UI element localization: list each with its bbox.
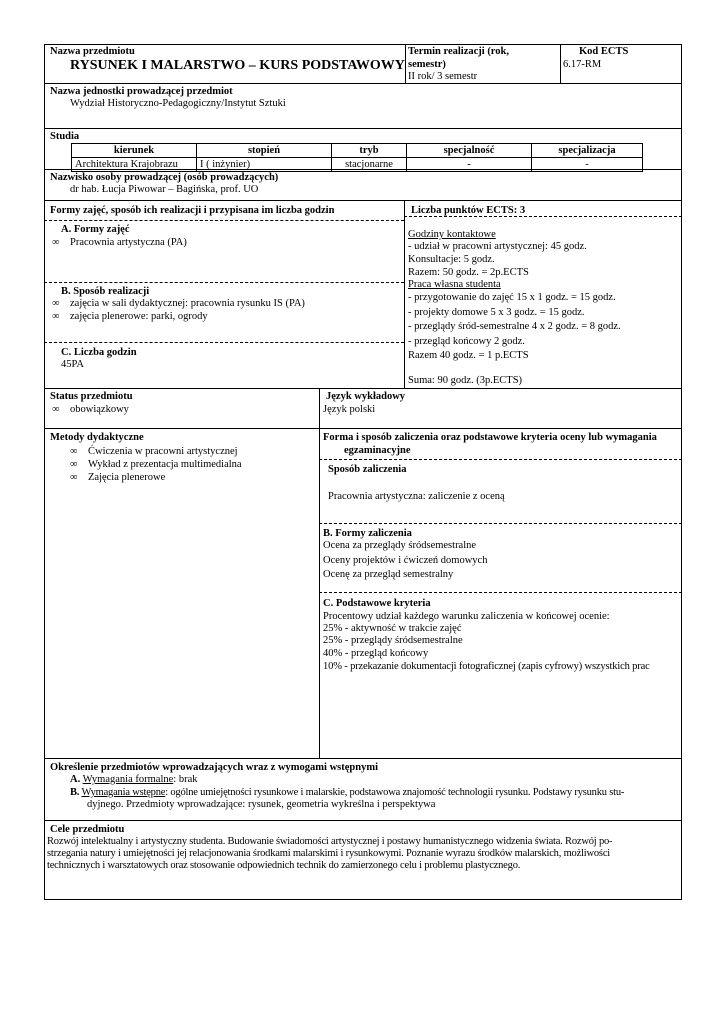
divider — [405, 44, 406, 83]
divider — [44, 83, 682, 84]
prereq-a-label: Wymagania formalne — [82, 774, 174, 785]
assessment-forms-item: Ocenę za przegląd semestralny — [323, 569, 454, 580]
assessment-criteria-item: 25% - przeglądy śródsemestralne — [323, 635, 463, 646]
subject-name: RYSUNEK I MALARSTWO – KURS PODSTAWOWY — [70, 58, 405, 73]
bullet-icon: ∞ — [70, 459, 78, 470]
bullet-icon: ∞ — [52, 311, 60, 322]
ects-label: Liczba punktów ECTS: 3 — [411, 205, 526, 216]
assessment-criteria-item: 10% - przekazanie dokumentacji fotograficznej (zapis cyfrowy) wszystkich prac — [323, 661, 650, 672]
ects-own-line: Razem 40 godz. = 1 p.ECTS — [408, 350, 529, 361]
ects-own-line: - przygotowanie do zajęć 15 x 1 godz. = 15 godz. — [408, 292, 616, 303]
divider — [319, 388, 320, 758]
goals-line: technicznych i warsztatowych oraz stosowanie odpowiednich technik do zamierzonego celu i problemu plastycznego. — [47, 860, 521, 871]
assessment-label-1: Forma i sposób zaliczenia oraz podstawowe kryteria oceny lub wymagania — [323, 432, 657, 443]
studia-label: Studia — [50, 131, 80, 142]
studia-specjalizacja: - — [532, 158, 643, 172]
forms-b-item — [52, 310, 208, 323]
studia-row — [72, 158, 643, 172]
ects-contact-line: - udział w pracowni artystycznej: 45 godz. — [408, 241, 587, 252]
forms-b-item-text: zajęcia w sali dydaktycznej: pracownia rysunku IS (PA) — [70, 298, 305, 309]
assessment-forms-item: Ocena za przeglądy śródsemestralne — [323, 540, 477, 551]
bullet-icon: ∞ — [52, 404, 60, 415]
assessment-label-2: egzaminacyjne — [344, 445, 411, 456]
language-label: Język wykładowy — [326, 391, 406, 402]
prereq-b-prefix: B. — [70, 787, 80, 798]
language-value: Język polski — [323, 404, 376, 415]
prereq-b-value-1: : ogólne umiejętności rysunkowe i malarskie, podstawowa znajomość technologii rysunku. Podstawy rysunku stu- — [165, 787, 625, 798]
dashed-divider — [44, 220, 404, 221]
prereq-a — [70, 773, 197, 786]
status-item — [52, 403, 129, 416]
studia-specjalnosc: - — [407, 158, 532, 172]
methods-item — [70, 471, 165, 484]
forms-a-item-text: Pracownia artystyczna (PA) — [70, 237, 187, 248]
divider — [560, 44, 561, 83]
prereq-label: Określenie przedmiotów wprowadzających wraz z wymogami wstępnymi — [50, 762, 378, 773]
divider — [44, 388, 682, 389]
bullet-icon: ∞ — [70, 472, 78, 483]
studia-table — [71, 143, 643, 172]
methods-item-text: Wykład z prezentacja multimedialna — [88, 459, 242, 470]
ects-contact-label: Godziny kontaktowe — [408, 229, 496, 240]
assessment-forms-label: B. Formy zaliczenia — [323, 528, 412, 539]
ects-own-line: - przegląd końcowy 2 godz. — [408, 336, 525, 347]
lecturer-value: dr hab. Łucja Piwowar – Bagińska, prof. UO — [70, 184, 259, 195]
studia-kierunek: Architektura Krajobrazu — [72, 158, 197, 172]
methods-label: Metody dydaktyczne — [50, 432, 144, 443]
studia-stopien: I ( inżynier) — [197, 158, 332, 172]
studia-header-row — [72, 144, 643, 158]
forms-b-item — [52, 297, 305, 310]
forms-label: Formy zajęć, sposób ich realizacji i przypisana im liczba godzin — [50, 205, 335, 216]
assessment-criteria-item: 40% - przegląd końcowy — [323, 648, 429, 659]
divider — [44, 428, 682, 429]
assessment-mode-value: Pracownia artystyczna: zaliczenie z oceną — [328, 491, 505, 502]
studia-header-specjalnosc: specjalność — [407, 144, 532, 158]
dashed-divider — [319, 523, 682, 524]
methods-item-text: Ćwiczenia w pracowni artystycznej — [88, 446, 238, 457]
goals-label: Cele przedmiotu — [50, 824, 125, 835]
forms-a-label: A. Formy zajęć — [61, 224, 130, 235]
studia-header-kierunek: kierunek — [72, 144, 197, 158]
ects-contact-line: Konsultacje: 5 godz. — [408, 254, 495, 265]
methods-item — [70, 458, 242, 471]
unit-label: Nazwa jednostki prowadzącej przedmiot — [50, 86, 233, 97]
goals-line: Rozwój intelektualny i artystyczny studenta. Budowanie świadomości artystycznej i postawy humanistycznego widzenia świata. Rozwój po- — [47, 836, 613, 847]
bullet-icon: ∞ — [52, 237, 60, 248]
forms-c-value: 45PA — [61, 359, 84, 370]
prereq-a-value: : brak — [173, 774, 198, 785]
subject-label: Nazwa przedmiotu — [50, 46, 135, 57]
ects-code-label: Kod ECTS — [579, 46, 629, 57]
term-label-1: Termin realizacji (rok, — [408, 46, 509, 57]
prereq-a-prefix: A. — [70, 774, 81, 785]
forms-a-item — [52, 236, 187, 249]
dashed-divider — [319, 459, 682, 460]
studia-header-specjalizacja: specjalizacja — [532, 144, 643, 158]
assessment-criteria-item: 25% - aktywność w trakcie zajęć — [323, 623, 462, 634]
divider — [44, 200, 682, 201]
methods-item — [70, 445, 238, 458]
ects-own-line: - projekty domowe 5 x 3 godz. = 15 godz. — [408, 307, 585, 318]
forms-b-item-text: zajęcia plenerowe: parki, ogrody — [70, 311, 208, 322]
term-label-2: semestr) — [408, 59, 446, 70]
divider — [44, 758, 682, 759]
assessment-criteria-label: C. Podstawowe kryteria — [323, 598, 431, 609]
methods-item-text: Zajęcia plenerowe — [88, 472, 166, 483]
term-value: II rok/ 3 semestr — [408, 71, 478, 82]
divider — [44, 128, 682, 129]
dashed-divider — [319, 592, 682, 593]
divider — [44, 820, 682, 821]
bullet-icon: ∞ — [52, 298, 60, 309]
dashed-divider — [44, 282, 404, 283]
prereq-b-value-2: dyjnego. Przedmioty wprowadzające: rysunek, geometria wykreślna i perspektywa — [87, 799, 436, 810]
ects-code-value: 6.17-RM — [563, 59, 602, 70]
status-value: obowiązkowy — [70, 404, 129, 415]
dashed-divider — [44, 342, 404, 343]
studia-tryb: stacjonarne — [332, 158, 407, 172]
ects-sum: Suma: 90 godz. (3p.ECTS) — [408, 375, 523, 386]
goals-line: strzegania natury i umiejętności jej relacjonowania środkami malarskimi i rysunkowymi. Poznanie wyrazu środków malarskich, możliwości — [47, 848, 610, 859]
divider — [404, 200, 405, 388]
assessment-mode-label: Sposób zaliczenia — [328, 464, 407, 475]
status-label: Status przedmiotu — [50, 391, 133, 402]
assessment-criteria-item: Procentowy udział każdego warunku zaliczenia w końcowej ocenie: — [323, 611, 610, 622]
bullet-icon: ∞ — [70, 446, 78, 457]
forms-b-label: B. Sposób realizacji — [61, 286, 150, 297]
ects-own-label: Praca własna studenta — [408, 279, 501, 290]
assessment-forms-item: Oceny projektów i ćwiczeń domowych — [323, 555, 488, 566]
lecturer-label: Nazwisko osoby prowadzącej (osób prowadzących) — [50, 172, 279, 183]
ects-contact-line: Razem: 50 godz. = 2p.ECTS — [408, 267, 529, 278]
forms-c-label: C. Liczba godzin — [61, 347, 137, 358]
unit-value: Wydział Historyczno-Pedagogiczny/Instytut Sztuki — [70, 98, 286, 109]
ects-own-line: - przeglądy śród-semestralne 4 x 2 godz. = 8 godz. — [408, 321, 621, 332]
studia-header-stopien: stopień — [197, 144, 332, 158]
prereq-b-label: Wymagania wstępne — [81, 787, 166, 798]
studia-header-tryb: tryb — [332, 144, 407, 158]
